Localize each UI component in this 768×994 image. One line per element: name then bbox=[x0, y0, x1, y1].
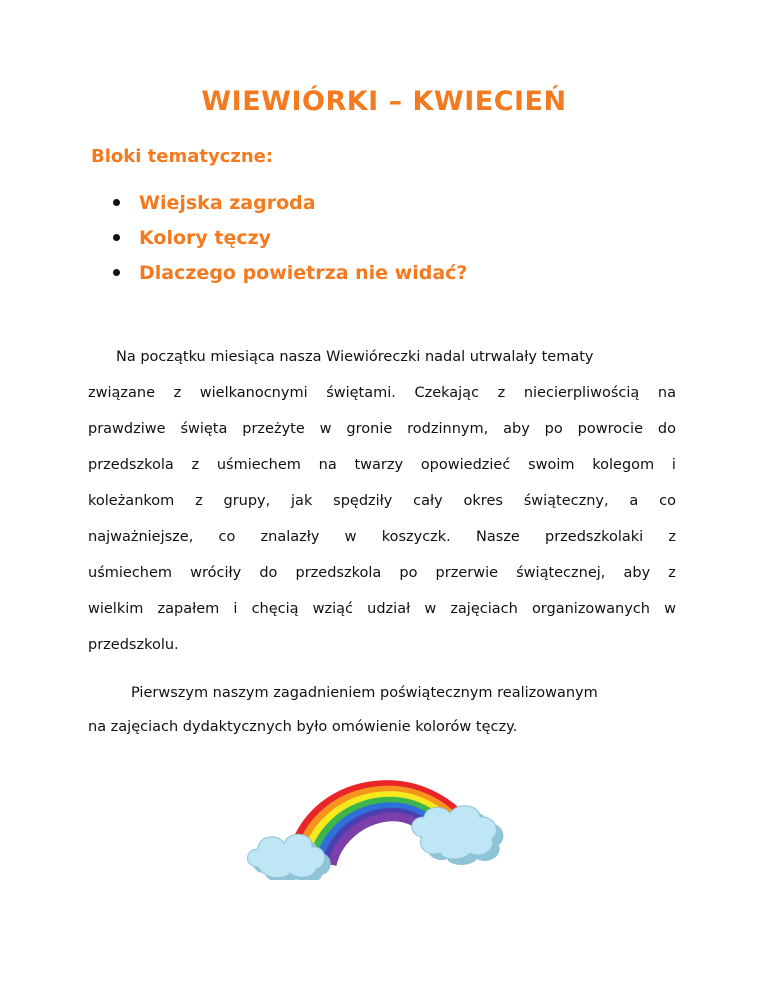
paragraph-line: uśmiechem wróciły do przedszkola po przerwie świątecznej, aby z bbox=[88, 565, 676, 581]
topic-item bbox=[113, 225, 467, 260]
paragraph-line: wielkim zapałem i chęcią wziąć udział w zajęciach organizowanych w bbox=[88, 601, 676, 617]
paragraph-line: na zajęciach dydaktycznych było omówienie kolorów tęczy. bbox=[88, 719, 518, 735]
topic-label: Kolory tęczy bbox=[139, 227, 272, 249]
topic-item bbox=[113, 190, 467, 225]
cloud-right-icon bbox=[412, 806, 504, 865]
bullet-icon bbox=[113, 199, 120, 206]
blocks-heading: Bloki tematyczne: bbox=[91, 146, 274, 167]
paragraph-line: koleżankom z grupy, jak spędziły cały okres świąteczny, a co bbox=[88, 493, 676, 509]
paragraph-line: Pierwszym naszym zagadnieniem poświątecznym realizowanym bbox=[131, 685, 598, 701]
topic-label: Dlaczego powietrza nie widać? bbox=[139, 262, 468, 284]
paragraph-1 bbox=[88, 344, 676, 668]
paragraph-line: prawdziwe święta przeżyte w gronie rodzinnym, aby po powrocie do bbox=[88, 421, 676, 437]
rainbow-illustration bbox=[230, 755, 530, 880]
topic-item bbox=[113, 260, 467, 295]
paragraph-line: Na początku miesiąca nasza Wiewióreczki nadal utrwalały tematy bbox=[116, 349, 594, 365]
paragraph-2 bbox=[88, 680, 676, 750]
bullet-icon bbox=[113, 234, 120, 241]
topic-label: Wiejska zagroda bbox=[139, 192, 316, 214]
bullet-icon bbox=[113, 269, 120, 276]
page-title: WIEWIÓRKI – KWIECIEŃ bbox=[201, 86, 567, 117]
paragraph-line: przedszkola z uśmiechem na twarzy opowiedzieć swoim kolegom i bbox=[88, 457, 676, 473]
topics-list bbox=[113, 190, 467, 295]
paragraph-line: związane z wielkanocnymi świętami. Czekając z niecierpliwością na bbox=[88, 385, 676, 401]
paragraph-line: najważniejsze, co znalazły w koszyczk. Nasze przedszkolaki z bbox=[88, 529, 676, 545]
paragraph-line: przedszkolu. bbox=[88, 637, 179, 653]
